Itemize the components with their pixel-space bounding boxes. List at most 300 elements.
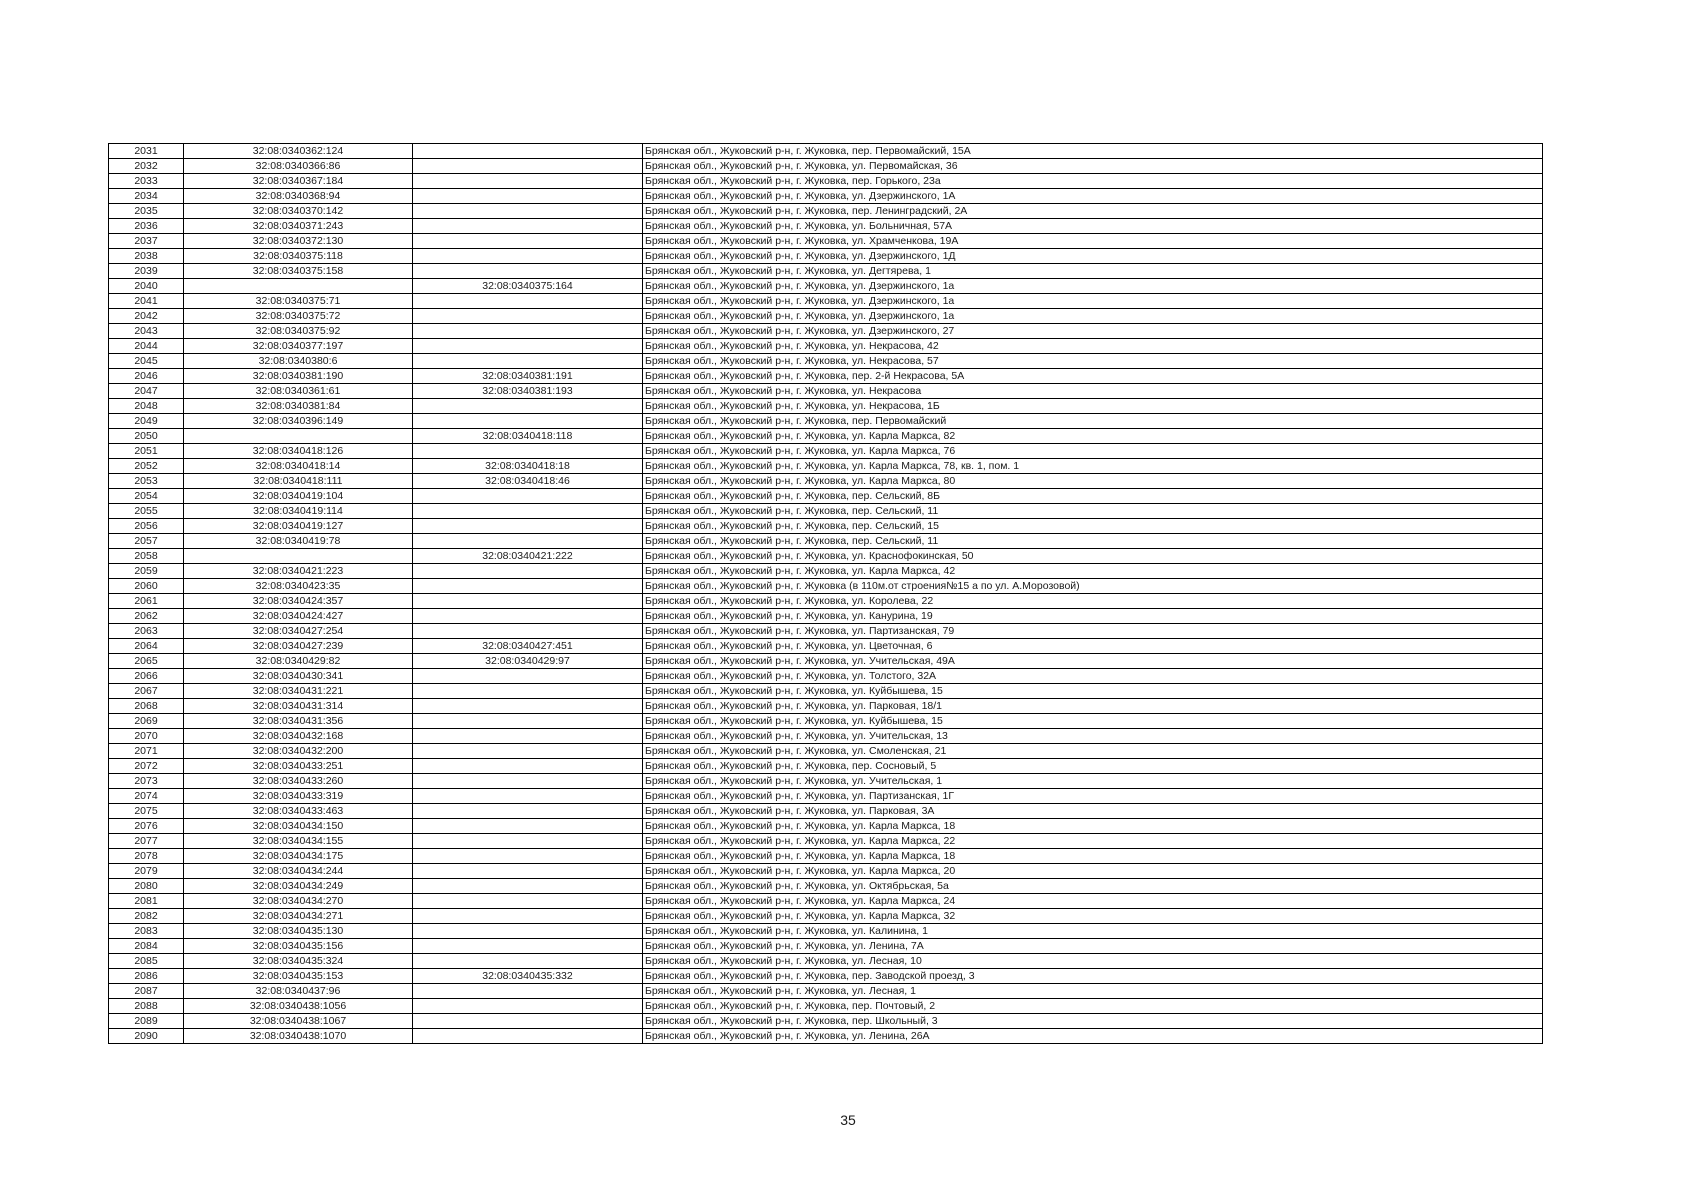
related-cadastral-number-cell: [413, 1029, 643, 1044]
cadastral-number-cell: 32:08:0340367:184: [184, 174, 413, 189]
table-row: [109, 774, 1543, 789]
table-row: [109, 339, 1543, 354]
table-row: [109, 744, 1543, 759]
related-cadastral-number-cell: 32:08:0340429:97: [413, 654, 643, 669]
row-number-cell: 2033: [109, 174, 184, 189]
related-cadastral-number-cell: [413, 729, 643, 744]
table-row: [109, 939, 1543, 954]
row-number-cell: 2032: [109, 159, 184, 174]
cadastral-number-cell: 32:08:0340434:175: [184, 849, 413, 864]
address-cell: Брянская обл., Жуковский р-н, г. Жуковка, ул. Карла Маркса, 42: [643, 564, 1543, 579]
table-row: [109, 159, 1543, 174]
table-row: [109, 1029, 1543, 1044]
address-cell: Брянская обл., Жуковский р-н, г. Жуковка, ул. Толстого, 32А: [643, 669, 1543, 684]
row-number-cell: 2070: [109, 729, 184, 744]
cadastral-number-cell: 32:08:0340381:190: [184, 369, 413, 384]
cadastral-number-cell: [184, 429, 413, 444]
address-cell: Брянская обл., Жуковский р-н, г. Жуковка, пер. 2-й Некрасова, 5А: [643, 369, 1543, 384]
cadastral-number-cell: 32:08:0340433:463: [184, 804, 413, 819]
cadastral-number-cell: 32:08:0340418:126: [184, 444, 413, 459]
row-number-cell: 2043: [109, 324, 184, 339]
cadastral-number-cell: 32:08:0340433:319: [184, 789, 413, 804]
table-row: [109, 249, 1543, 264]
cadastral-number-cell: 32:08:0340375:72: [184, 309, 413, 324]
table-row: [109, 1014, 1543, 1029]
row-number-cell: 2046: [109, 369, 184, 384]
table-row: [109, 819, 1543, 834]
row-number-cell: 2065: [109, 654, 184, 669]
related-cadastral-number-cell: [413, 594, 643, 609]
table-row: [109, 729, 1543, 744]
related-cadastral-number-cell: [413, 309, 643, 324]
related-cadastral-number-cell: [413, 354, 643, 369]
related-cadastral-number-cell: [413, 204, 643, 219]
address-cell: Брянская обл., Жуковский р-н, г. Жуковка, ул. Первомайская, 36: [643, 159, 1543, 174]
row-number-cell: 2054: [109, 489, 184, 504]
cadastral-number-cell: 32:08:0340380:6: [184, 354, 413, 369]
row-number-cell: 2084: [109, 939, 184, 954]
row-number-cell: 2069: [109, 714, 184, 729]
cadastral-number-cell: 32:08:0340370:142: [184, 204, 413, 219]
address-cell: Брянская обл., Жуковский р-н, г. Жуковка, ул. Карла Маркса, 20: [643, 864, 1543, 879]
related-cadastral-number-cell: 32:08:0340381:191: [413, 369, 643, 384]
address-cell: Брянская обл., Жуковский р-н, г. Жуковка, ул. Октябрьская, 5а: [643, 879, 1543, 894]
row-number-cell: 2056: [109, 519, 184, 534]
row-number-cell: 2034: [109, 189, 184, 204]
address-cell: Брянская обл., Жуковский р-н, г. Жуковка, ул. Дзержинского, 1Д: [643, 249, 1543, 264]
address-cell: Брянская обл., Жуковский р-н, г. Жуковка, ул. Канурина, 19: [643, 609, 1543, 624]
row-number-cell: 2051: [109, 444, 184, 459]
table-row: [109, 354, 1543, 369]
cadastral-number-cell: 32:08:0340434:244: [184, 864, 413, 879]
table-row: [109, 324, 1543, 339]
related-cadastral-number-cell: 32:08:0340418:46: [413, 474, 643, 489]
related-cadastral-number-cell: [413, 804, 643, 819]
related-cadastral-number-cell: [413, 894, 643, 909]
row-number-cell: 2049: [109, 414, 184, 429]
table-row: [109, 879, 1543, 894]
related-cadastral-number-cell: [413, 504, 643, 519]
cadastral-number-cell: 32:08:0340419:104: [184, 489, 413, 504]
address-cell: Брянская обл., Жуковский р-н, г. Жуковка, ул. Краснофокинская, 50: [643, 549, 1543, 564]
address-cell: Брянская обл., Жуковский р-н, г. Жуковка, пер. Первомайский: [643, 414, 1543, 429]
address-cell: Брянская обл., Жуковский р-н, г. Жуковка, ул. Учительская, 13: [643, 729, 1543, 744]
row-number-cell: 2055: [109, 504, 184, 519]
related-cadastral-number-cell: [413, 399, 643, 414]
row-number-cell: 2047: [109, 384, 184, 399]
cadastral-number-cell: 32:08:0340432:200: [184, 744, 413, 759]
table-row: [109, 174, 1543, 189]
related-cadastral-number-cell: [413, 339, 643, 354]
address-cell: Брянская обл., Жуковский р-н, г. Жуковка, пер. Почтовый, 2: [643, 999, 1543, 1014]
address-cell: Брянская обл., Жуковский р-н, г. Жуковка, ул. Лесная, 1: [643, 984, 1543, 999]
register-table-body: [109, 144, 1543, 1044]
table-row: [109, 414, 1543, 429]
cadastral-number-cell: 32:08:0340435:130: [184, 924, 413, 939]
row-number-cell: 2064: [109, 639, 184, 654]
related-cadastral-number-cell: [413, 219, 643, 234]
cadastral-number-cell: 32:08:0340362:124: [184, 144, 413, 159]
cadastral-number-cell: 32:08:0340375:118: [184, 249, 413, 264]
row-number-cell: 2087: [109, 984, 184, 999]
table-row: [109, 219, 1543, 234]
address-cell: Брянская обл., Жуковский р-н, г. Жуковка, ул. Партизанская, 1Г: [643, 789, 1543, 804]
address-cell: Брянская обл., Жуковский р-н, г. Жуковка, ул. Некрасова: [643, 384, 1543, 399]
address-cell: Брянская обл., Жуковский р-н, г. Жуковка, ул. Карла Маркса, 24: [643, 894, 1543, 909]
table-row: [109, 984, 1543, 999]
related-cadastral-number-cell: [413, 924, 643, 939]
related-cadastral-number-cell: [413, 624, 643, 639]
row-number-cell: 2038: [109, 249, 184, 264]
related-cadastral-number-cell: [413, 444, 643, 459]
row-number-cell: 2053: [109, 474, 184, 489]
related-cadastral-number-cell: [413, 819, 643, 834]
related-cadastral-number-cell: [413, 1014, 643, 1029]
address-cell: Брянская обл., Жуковский р-н, г. Жуковка (в 110м.от строения№15 а по ул. А.Морозовой): [643, 579, 1543, 594]
address-cell: Брянская обл., Жуковский р-н, г. Жуковка, ул. Учительская, 1: [643, 774, 1543, 789]
address-cell: Брянская обл., Жуковский р-н, г. Жуковка, ул. Карла Маркса, 32: [643, 909, 1543, 924]
cadastral-number-cell: 32:08:0340427:239: [184, 639, 413, 654]
address-cell: Брянская обл., Жуковский р-н, г. Жуковка, ул. Дзержинского, 1А: [643, 189, 1543, 204]
related-cadastral-number-cell: 32:08:0340375:164: [413, 279, 643, 294]
cadastral-number-cell: 32:08:0340418:14: [184, 459, 413, 474]
address-cell: Брянская обл., Жуковский р-н, г. Жуковка, ул. Больничная, 57А: [643, 219, 1543, 234]
related-cadastral-number-cell: [413, 324, 643, 339]
cadastral-number-cell: 32:08:0340435:153: [184, 969, 413, 984]
address-cell: Брянская обл., Жуковский р-н, г. Жуковка, ул. Дзержинского, 27: [643, 324, 1543, 339]
address-cell: Брянская обл., Жуковский р-н, г. Жуковка, пер. Сосновый, 5: [643, 759, 1543, 774]
cadastral-number-cell: 32:08:0340438:1067: [184, 1014, 413, 1029]
table-row: [109, 684, 1543, 699]
cadastral-number-cell: 32:08:0340433:251: [184, 759, 413, 774]
cadastral-number-cell: 32:08:0340434:270: [184, 894, 413, 909]
address-cell: Брянская обл., Жуковский р-н, г. Жуковка, пер. Первомайский, 15А: [643, 144, 1543, 159]
address-cell: Брянская обл., Жуковский р-н, г. Жуковка, ул. Храмченкова, 19А: [643, 234, 1543, 249]
related-cadastral-number-cell: [413, 534, 643, 549]
cadastral-number-cell: 32:08:0340361:61: [184, 384, 413, 399]
related-cadastral-number-cell: [413, 144, 643, 159]
address-cell: Брянская обл., Жуковский р-н, г. Жуковка, пер. Школьный, 3: [643, 1014, 1543, 1029]
row-number-cell: 2044: [109, 339, 184, 354]
table-row: [109, 429, 1543, 444]
cadastral-number-cell: 32:08:0340431:314: [184, 699, 413, 714]
row-number-cell: 2067: [109, 684, 184, 699]
table-row: [109, 279, 1543, 294]
table-row: [109, 804, 1543, 819]
related-cadastral-number-cell: [413, 669, 643, 684]
cadastral-number-cell: 32:08:0340419:127: [184, 519, 413, 534]
cadastral-number-cell: 32:08:0340368:94: [184, 189, 413, 204]
table-row: [109, 669, 1543, 684]
cadastral-number-cell: [184, 549, 413, 564]
row-number-cell: 2080: [109, 879, 184, 894]
row-number-cell: 2052: [109, 459, 184, 474]
cadastral-number-cell: 32:08:0340431:356: [184, 714, 413, 729]
table-row: [109, 144, 1543, 159]
table-row: [109, 834, 1543, 849]
row-number-cell: 2041: [109, 294, 184, 309]
table-row: [109, 519, 1543, 534]
cadastral-number-cell: 32:08:0340438:1070: [184, 1029, 413, 1044]
related-cadastral-number-cell: [413, 984, 643, 999]
related-cadastral-number-cell: [413, 489, 643, 504]
row-number-cell: 2078: [109, 849, 184, 864]
related-cadastral-number-cell: 32:08:0340381:193: [413, 384, 643, 399]
table-row: [109, 609, 1543, 624]
row-number-cell: 2048: [109, 399, 184, 414]
cadastral-number-cell: 32:08:0340419:78: [184, 534, 413, 549]
table-row: [109, 864, 1543, 879]
table-row: [109, 654, 1543, 669]
table-row: [109, 969, 1543, 984]
address-cell: Брянская обл., Жуковский р-н, г. Жуковка, ул. Парковая, 3А: [643, 804, 1543, 819]
related-cadastral-number-cell: [413, 579, 643, 594]
related-cadastral-number-cell: [413, 174, 643, 189]
address-cell: Брянская обл., Жуковский р-н, г. Жуковка, ул. Карла Маркса, 76: [643, 444, 1543, 459]
address-cell: Брянская обл., Жуковский р-н, г. Жуковка, ул. Дегтярева, 1: [643, 264, 1543, 279]
address-cell: Брянская обл., Жуковский р-н, г. Жуковка, ул. Куйбышева, 15: [643, 714, 1543, 729]
cadastral-number-cell: 32:08:0340434:155: [184, 834, 413, 849]
address-cell: Брянская обл., Жуковский р-н, г. Жуковка, ул. Смоленская, 21: [643, 744, 1543, 759]
table-row: [109, 474, 1543, 489]
row-number-cell: 2066: [109, 669, 184, 684]
table-row: [109, 639, 1543, 654]
cadastral-number-cell: 32:08:0340375:158: [184, 264, 413, 279]
row-number-cell: 2072: [109, 759, 184, 774]
related-cadastral-number-cell: [413, 234, 643, 249]
cadastral-number-cell: 32:08:0340433:260: [184, 774, 413, 789]
row-number-cell: 2074: [109, 789, 184, 804]
row-number-cell: 2073: [109, 774, 184, 789]
related-cadastral-number-cell: [413, 684, 643, 699]
table-row: [109, 954, 1543, 969]
row-number-cell: 2057: [109, 534, 184, 549]
row-number-cell: 2040: [109, 279, 184, 294]
address-cell: Брянская обл., Жуковский р-н, г. Жуковка, пер. Сельский, 11: [643, 504, 1543, 519]
table-row: [109, 714, 1543, 729]
table-row: [109, 204, 1543, 219]
cadastral-number-cell: 32:08:0340366:86: [184, 159, 413, 174]
row-number-cell: 2058: [109, 549, 184, 564]
table-row: [109, 384, 1543, 399]
row-number-cell: 2075: [109, 804, 184, 819]
row-number-cell: 2089: [109, 1014, 184, 1029]
address-cell: Брянская обл., Жуковский р-н, г. Жуковка, ул. Дзержинского, 1а: [643, 309, 1543, 324]
cadastral-number-cell: 32:08:0340375:71: [184, 294, 413, 309]
related-cadastral-number-cell: [413, 744, 643, 759]
table-row: [109, 309, 1543, 324]
related-cadastral-number-cell: [413, 699, 643, 714]
row-number-cell: 2042: [109, 309, 184, 324]
cadastral-number-cell: 32:08:0340419:114: [184, 504, 413, 519]
cadastral-number-cell: [184, 279, 413, 294]
related-cadastral-number-cell: 32:08:0340418:18: [413, 459, 643, 474]
row-number-cell: 2031: [109, 144, 184, 159]
page-number: 35: [840, 1112, 856, 1128]
table-row: [109, 444, 1543, 459]
address-cell: Брянская обл., Жуковский р-н, г. Жуковка, пер. Сельский, 11: [643, 534, 1543, 549]
row-number-cell: 2060: [109, 579, 184, 594]
address-cell: Брянская обл., Жуковский р-н, г. Жуковка, ул. Ленина, 7А: [643, 939, 1543, 954]
table-row: [109, 924, 1543, 939]
row-number-cell: 2086: [109, 969, 184, 984]
address-cell: Брянская обл., Жуковский р-н, г. Жуковка, ул. Карла Маркса, 18: [643, 819, 1543, 834]
related-cadastral-number-cell: [413, 939, 643, 954]
address-cell: Брянская обл., Жуковский р-н, г. Жуковка, ул. Карла Маркса, 80: [643, 474, 1543, 489]
table-row: [109, 579, 1543, 594]
related-cadastral-number-cell: [413, 714, 643, 729]
cadastral-number-cell: 32:08:0340435:156: [184, 939, 413, 954]
cadastral-number-cell: 32:08:0340372:130: [184, 234, 413, 249]
row-number-cell: 2039: [109, 264, 184, 279]
table-row: [109, 189, 1543, 204]
address-cell: Брянская обл., Жуковский р-н, г. Жуковка, ул. Королева, 22: [643, 594, 1543, 609]
related-cadastral-number-cell: [413, 189, 643, 204]
address-cell: Брянская обл., Жуковский р-н, г. Жуковка, ул. Карла Маркса, 18: [643, 849, 1543, 864]
row-number-cell: 2036: [109, 219, 184, 234]
table-row: [109, 264, 1543, 279]
table-row: [109, 909, 1543, 924]
address-cell: Брянская обл., Жуковский р-н, г. Жуковка, ул. Некрасова, 1Б: [643, 399, 1543, 414]
row-number-cell: 2045: [109, 354, 184, 369]
related-cadastral-number-cell: [413, 264, 643, 279]
table-row: [109, 894, 1543, 909]
related-cadastral-number-cell: [413, 249, 643, 264]
address-cell: Брянская обл., Жуковский р-н, г. Жуковка, пер. Сельский, 8Б: [643, 489, 1543, 504]
cadastral-number-cell: 32:08:0340418:111: [184, 474, 413, 489]
table-row: [109, 849, 1543, 864]
cadastral-number-cell: 32:08:0340423:35: [184, 579, 413, 594]
table-row: [109, 549, 1543, 564]
cadastral-number-cell: 32:08:0340438:1056: [184, 999, 413, 1014]
address-cell: Брянская обл., Жуковский р-н, г. Жуковка, ул. Некрасова, 57: [643, 354, 1543, 369]
row-number-cell: 2068: [109, 699, 184, 714]
address-cell: Брянская обл., Жуковский р-н, г. Жуковка, ул. Карла Маркса, 82: [643, 429, 1543, 444]
table-row: [109, 999, 1543, 1014]
address-cell: Брянская обл., Жуковский р-н, г. Жуковка, ул. Ленина, 26А: [643, 1029, 1543, 1044]
cadastral-number-cell: 32:08:0340371:243: [184, 219, 413, 234]
table-row: [109, 699, 1543, 714]
row-number-cell: 2061: [109, 594, 184, 609]
table-row: [109, 234, 1543, 249]
row-number-cell: 2088: [109, 999, 184, 1014]
cadastral-number-cell: 32:08:0340432:168: [184, 729, 413, 744]
row-number-cell: 2071: [109, 744, 184, 759]
row-number-cell: 2062: [109, 609, 184, 624]
related-cadastral-number-cell: [413, 789, 643, 804]
table-row: [109, 294, 1543, 309]
table-row: [109, 459, 1543, 474]
address-cell: Брянская обл., Жуковский р-н, г. Жуковка, пер. Горького, 23а: [643, 174, 1543, 189]
related-cadastral-number-cell: [413, 864, 643, 879]
cadastral-number-cell: 32:08:0340434:271: [184, 909, 413, 924]
cadastral-number-cell: 32:08:0340427:254: [184, 624, 413, 639]
related-cadastral-number-cell: [413, 999, 643, 1014]
row-number-cell: 2082: [109, 909, 184, 924]
related-cadastral-number-cell: [413, 159, 643, 174]
row-number-cell: 2079: [109, 864, 184, 879]
related-cadastral-number-cell: [413, 954, 643, 969]
related-cadastral-number-cell: [413, 414, 643, 429]
row-number-cell: 2063: [109, 624, 184, 639]
row-number-cell: 2050: [109, 429, 184, 444]
row-number-cell: 2037: [109, 234, 184, 249]
related-cadastral-number-cell: [413, 879, 643, 894]
cadastral-number-cell: 32:08:0340434:150: [184, 819, 413, 834]
table-row: [109, 564, 1543, 579]
table-row: [109, 399, 1543, 414]
table-row: [109, 504, 1543, 519]
related-cadastral-number-cell: 32:08:0340418:118: [413, 429, 643, 444]
related-cadastral-number-cell: [413, 834, 643, 849]
related-cadastral-number-cell: [413, 564, 643, 579]
address-cell: Брянская обл., Жуковский р-н, г. Жуковка, ул. Цветочная, 6: [643, 639, 1543, 654]
table-row: [109, 789, 1543, 804]
row-number-cell: 2083: [109, 924, 184, 939]
address-cell: Брянская обл., Жуковский р-н, г. Жуковка, ул. Партизанская, 79: [643, 624, 1543, 639]
table-row: [109, 759, 1543, 774]
register-table: [108, 143, 1543, 1044]
cadastral-number-cell: 32:08:0340431:221: [184, 684, 413, 699]
address-cell: Брянская обл., Жуковский р-н, г. Жуковка, ул. Дзержинского, 1а: [643, 294, 1543, 309]
related-cadastral-number-cell: 32:08:0340427:451: [413, 639, 643, 654]
address-cell: Брянская обл., Жуковский р-н, г. Жуковка, ул. Парковая, 18/1: [643, 699, 1543, 714]
related-cadastral-number-cell: [413, 759, 643, 774]
address-cell: Брянская обл., Жуковский р-н, г. Жуковка, ул. Лесная, 10: [643, 954, 1543, 969]
related-cadastral-number-cell: [413, 609, 643, 624]
table-row: [109, 369, 1543, 384]
address-cell: Брянская обл., Жуковский р-н, г. Жуковка, ул. Калинина, 1: [643, 924, 1543, 939]
table-row: [109, 624, 1543, 639]
row-number-cell: 2090: [109, 1029, 184, 1044]
address-cell: Брянская обл., Жуковский р-н, г. Жуковка, ул. Карла Маркса, 78, кв. 1, пом. 1: [643, 459, 1543, 474]
address-cell: Брянская обл., Жуковский р-н, г. Жуковка, ул. Дзержинского, 1а: [643, 279, 1543, 294]
related-cadastral-number-cell: [413, 519, 643, 534]
table-row: [109, 534, 1543, 549]
related-cadastral-number-cell: [413, 774, 643, 789]
address-cell: Брянская обл., Жуковский р-н, г. Жуковка, пер. Сельский, 15: [643, 519, 1543, 534]
row-number-cell: 2059: [109, 564, 184, 579]
row-number-cell: 2076: [109, 819, 184, 834]
cadastral-number-cell: 32:08:0340434:249: [184, 879, 413, 894]
table-row: [109, 489, 1543, 504]
address-cell: Брянская обл., Жуковский р-н, г. Жуковка, ул. Некрасова, 42: [643, 339, 1543, 354]
related-cadastral-number-cell: [413, 294, 643, 309]
related-cadastral-number-cell: 32:08:0340421:222: [413, 549, 643, 564]
address-cell: Брянская обл., Жуковский р-н, г. Жуковка, ул. Карла Маркса, 22: [643, 834, 1543, 849]
table-row: [109, 594, 1543, 609]
address-cell: Брянская обл., Жуковский р-н, г. Жуковка, пер. Заводской проезд, 3: [643, 969, 1543, 984]
row-number-cell: 2035: [109, 204, 184, 219]
row-number-cell: 2077: [109, 834, 184, 849]
cadastral-number-cell: 32:08:0340375:92: [184, 324, 413, 339]
row-number-cell: 2085: [109, 954, 184, 969]
cadastral-number-cell: 32:08:0340429:82: [184, 654, 413, 669]
row-number-cell: 2081: [109, 894, 184, 909]
cadastral-number-cell: 32:08:0340396:149: [184, 414, 413, 429]
related-cadastral-number-cell: 32:08:0340435:332: [413, 969, 643, 984]
cadastral-number-cell: 32:08:0340437:96: [184, 984, 413, 999]
cadastral-number-cell: 32:08:0340421:223: [184, 564, 413, 579]
cadastral-number-cell: 32:08:0340424:427: [184, 609, 413, 624]
cadastral-number-cell: 32:08:0340381:84: [184, 399, 413, 414]
cadastral-number-cell: 32:08:0340435:324: [184, 954, 413, 969]
address-cell: Брянская обл., Жуковский р-н, г. Жуковка, ул. Учительская, 49А: [643, 654, 1543, 669]
address-cell: Брянская обл., Жуковский р-н, г. Жуковка, ул. Куйбышева, 15: [643, 684, 1543, 699]
related-cadastral-number-cell: [413, 909, 643, 924]
address-cell: Брянская обл., Жуковский р-н, г. Жуковка, пер. Ленинградский, 2А: [643, 204, 1543, 219]
cadastral-number-cell: 32:08:0340377:197: [184, 339, 413, 354]
